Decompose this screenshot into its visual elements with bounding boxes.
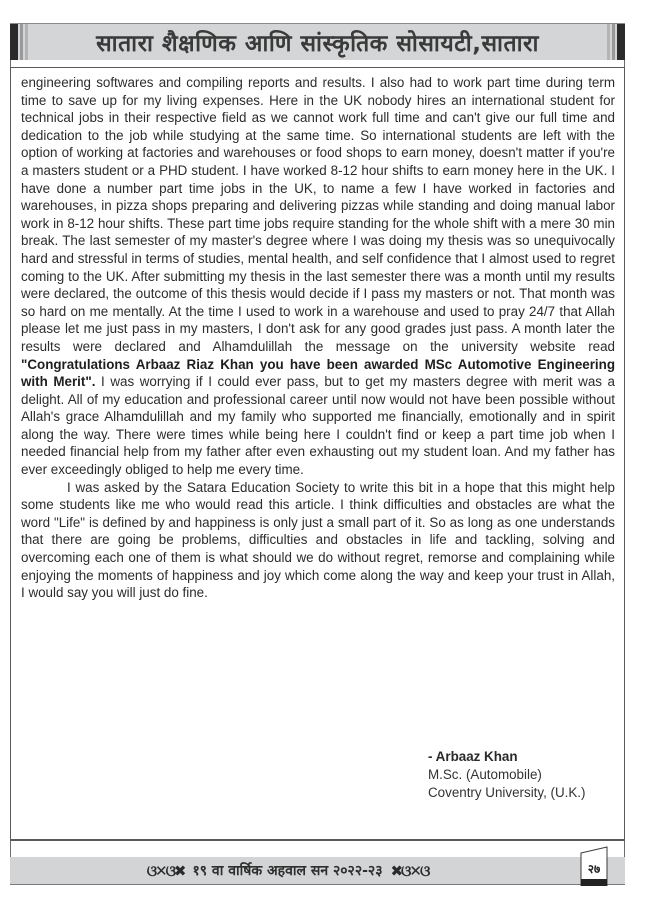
author-signature bbox=[428, 748, 586, 802]
header-left-bar bbox=[10, 24, 18, 60]
paragraph-text: I was worrying if I could ever pass, but to get my masters degree with merit was a delight. All of my education and professional career until now would not have been possible without Allah's grace Alhamdulillah and my family who supported me financially, emotionally and in spirit along the way. There were times while being here I couldn't find or keep a part time job when I needed financial help from my father after even exhausting out my student loan. And my father has ever exceedingly obliged to help me every time. bbox=[21, 374, 615, 478]
header-right-stripe bbox=[607, 24, 610, 60]
author-degree: M.Sc. (Automobile) bbox=[428, 767, 542, 782]
header-left-stripe bbox=[25, 24, 28, 60]
ornament-right-icon: ✖ଓ✕ଓ bbox=[390, 861, 429, 880]
header-band bbox=[10, 23, 625, 60]
page-number-tab bbox=[580, 846, 608, 886]
footer-caption bbox=[10, 857, 565, 884]
annual-report-title: १९ वा वार्षिक अहवाल सन २०२२-२३ bbox=[192, 863, 383, 879]
article-box bbox=[10, 67, 625, 841]
paragraph-text: engineering softwares and compiling reports and results. I also had to work part time during term time to save up for my living expenses. Here in the UK nobody hires an international student for technical jobs in their respective field as we cannot work full time and can't give our full time and dedication to the job while studying at the same time. So international students are left with the option of working at factories and warehouses or food shops to earn money, doesn't matter if you're a masters student or a PHD student. I have worked 8-12 hour shifts to earn money here in the UK. I have done a number part time jobs in the UK, to name a few I have worked in factories and warehouses, in pizza shops preparing and delivering pizzas while standing and doing manual labor work in 8-12 hour shifts. These part time jobs require standing for the whole shift with a mere 30 min break. The last semester of my master's degree where I was doing my thesis was so unequivocally hard and stressful in terms of studies, mental health, and self confidence that I almost used to regret coming to the UK. After submitting my thesis in the last semester there was a month until my results were declared, the outcome of this thesis would decide if I pass my masters or not. That month was so hard on me mentally. At the time I used to work in a warehouse and used to pray 24/7 that Allah please let me just pass in my masters, I don't ask for any good grades just pass. A month later the results were declared and Alhamdulillah the message on the university website read bbox=[21, 75, 615, 354]
header-right-bar bbox=[617, 24, 625, 60]
header-left-stripe bbox=[20, 24, 23, 60]
article-body bbox=[21, 74, 615, 602]
page-number: २७ bbox=[587, 862, 601, 876]
article-paragraph-1 bbox=[21, 74, 615, 479]
ornament-left-icon: ଓ✕ଓ✖ bbox=[146, 861, 185, 880]
society-title: सातारा शैक्षणिक आणि सांस्कृतिक सोसायटी,सातारा bbox=[96, 31, 539, 57]
congratulations-quote: "Congratulations Arbaaz Riaz Khan you have been awarded MSc Automotive Engineering with Merit". bbox=[21, 356, 615, 390]
article-paragraph-2: I was asked by the Satara Education Society to write this bit in a hope that this might help some students like me who would read this article. I think difficulties and obstacles are what the word "Life" is defined by and happiness is only just a small part of it. So as long as one understands that there are going be problems, difficulties and obstacles in life and tackling, solving and overcoming each one of them is what should we do without regret, remorse and complaining while enjoying the moments of happiness and joy which come along the way and keep your trust in Allah, I would say you will just do fine. bbox=[21, 479, 615, 601]
footer-band bbox=[10, 857, 625, 885]
author-university: Coventry University, (U.K.) bbox=[428, 785, 586, 800]
header-right-stripe bbox=[612, 24, 615, 60]
author-name: - Arbaaz Khan bbox=[428, 749, 518, 764]
